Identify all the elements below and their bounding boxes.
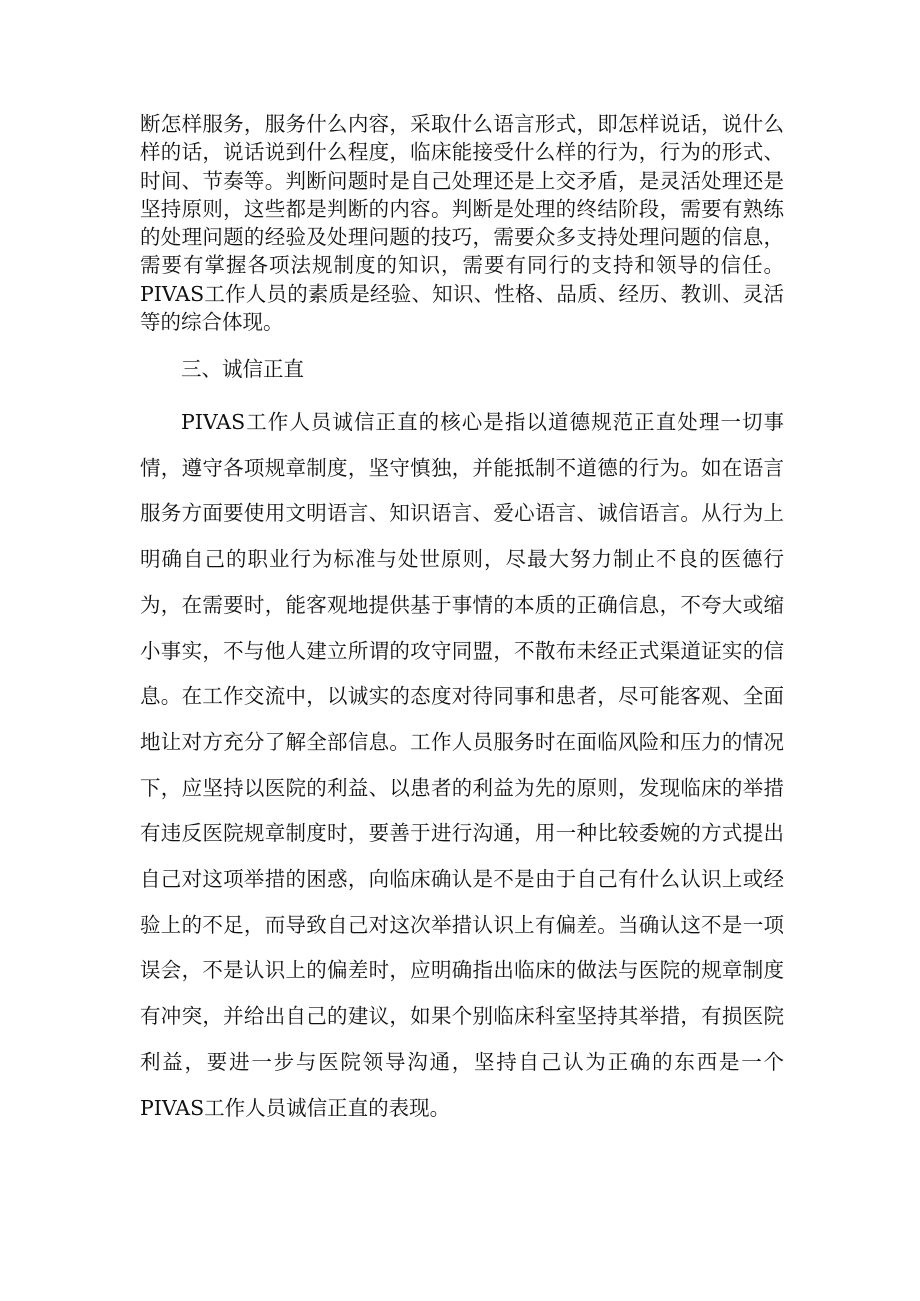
paragraph-continued: 断怎样服务，服务什么内容，采取什么语言形式，即怎样说话，说什么样的话，说话说到什么程度，临床能接受什么样的行为，行为的形式、时间、节奏等。判断问题时是自己处理还是上交矛盾，是灵活处理还是坚持原则，这些都是判断的内容。判断是处理的终结阶段，需要有熟练的处理问题的经验及处理问题的技巧，需要众多支持处理问题的信息，需要有掌握各项法规制度的知识，需要有同行的支持和领导的信任。PIVAS工作人员的素质是经验、知识、性格、品质、经历、教训、灵活等的综合体现。 <box>140 112 784 335</box>
section-heading: 三、诚信正直 <box>181 357 304 381</box>
paragraph-main: PIVAS工作人员诚信正直的核心是指以道德规范正直处理一切事情，遵守各项规章制度，坚守慎独，并能抵制不道德的行为。如在语言服务方面要使用文明语言、知识语言、爱心语言、诚信语言。从行为上明确自己的职业行为标准与处世原则，尽最大努力制止不良的医德行为，在需要时，能客观地提供基于事情的本质的正确信息，不夸大或缩小事实，不与他人建立所谓的攻守同盟，不散布未经正式渠道证实的信息。在工作交流中，以诚实的态度对待同事和患者，尽可能客观、全面地让对方充分了解全部信息。工作人员服务时在面临风险和压力的情况下，应坚持以医院的利益、以患者的利益为先的原则，发现临床的举措有违反医院规章制度时，要善于进行沟通，用一种比较委婉的方式提出自己对这项举措的困惑，向临床确认是不是由于自己有什么认识上或经验上的不足，而导致自己对这次举措认识上有偏差。当确认这不是一项误会，不是认识上的偏差时，应明确指出临床的做法与医院的规章制度有冲突，并给出自己的建议，如果个别临床科室坚持其举措，有损医院利益，要进一步与医院领导沟通，坚持自己认为正确的东西是一个PIVAS工作人员诚信正直的表现。 <box>140 410 784 1120</box>
